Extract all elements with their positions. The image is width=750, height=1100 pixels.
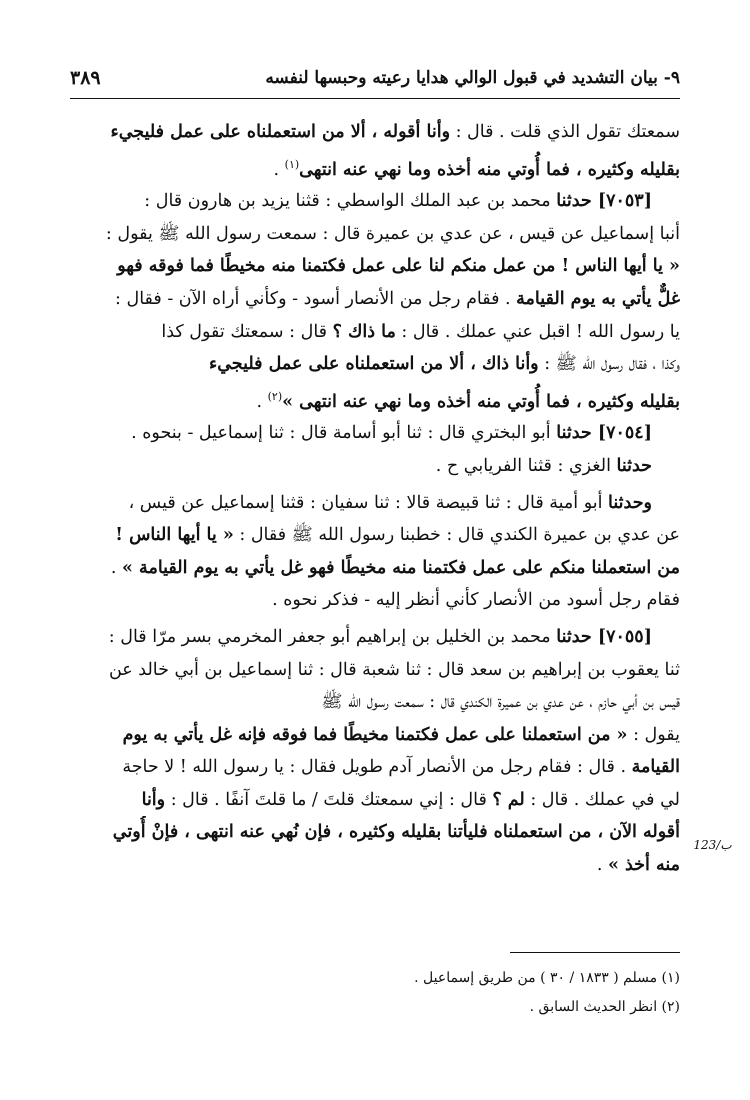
plain-text: . — [256, 391, 268, 412]
plain-text: لي في عملك . قال : — [524, 789, 680, 810]
plain-text: سمعتك تقول الذي قلت . قال : — [450, 122, 680, 142]
plain-text: الغزي : قثنا الفريابي ح . — [435, 455, 617, 476]
bold-text: [٧٠٥٤] حدثنا — [556, 423, 652, 444]
bold-text: منه أخذ » — [607, 855, 680, 876]
text-line — [70, 719, 680, 752]
page-number: ٣٨٩ — [70, 67, 101, 89]
plain-text: محمد بن عبد الملك الواسطي : قثنا يزيد بن هارون قال : — [144, 191, 557, 212]
bold-text: حدثنا — [616, 455, 652, 476]
text-line — [70, 654, 680, 687]
plain-text: . فقام رجل من الأنصار أسود - وكأني أراه الآن - فقال : — [115, 288, 517, 309]
plain-text: محمد بن الخليل بن إبراهيم أبو جعفر المخرمي بسر مرّا قال : — [108, 626, 557, 647]
text-line — [70, 450, 680, 483]
text-line — [70, 250, 680, 283]
footnote-divider — [510, 952, 680, 953]
text-line — [70, 751, 680, 784]
text-line — [70, 218, 680, 251]
page-header — [70, 58, 680, 99]
bold-text: وأنا أقوله ، ألا من استعملناه على عمل فليجيء — [110, 122, 451, 142]
bold-text: أقوله الآن ، من استعملناه فليأتنا بقليله وكثيره ، فإن نُهي عنه انتهى ، فإنْ أُوتي — [112, 822, 680, 843]
text-line — [70, 185, 680, 218]
bold-text: ما ذاك ؟ — [332, 321, 396, 342]
text-line — [70, 116, 680, 149]
plain-text: أنبا إسماعيل عن قيس ، عن عدي بن عميرة قال : سمعت رسول الله ﷺ يقول : — [105, 223, 680, 244]
bold-text: [٧٠٥٥] حدثنا — [556, 626, 652, 647]
plain-text: عن عدي بن عميرة الكندي قال : خطبنا رسول الله ﷺ فقال : — [233, 525, 680, 546]
text-line — [70, 149, 680, 182]
bold-text: « يا أيها الناس ! — [115, 525, 234, 546]
text-line — [70, 519, 680, 552]
plain-text: . — [110, 557, 123, 578]
plain-text: قال : سمعتك تقول كذا — [161, 321, 333, 342]
text-line — [70, 686, 680, 719]
text-line — [70, 316, 680, 349]
text-line — [70, 487, 680, 520]
bold-text: « من استعملنا على عمل فكتمنا مخيطًا فما فوقه فإنه غل يأتي به يوم — [122, 724, 628, 745]
bold-text: [٧٠٥٣] حدثنا — [556, 191, 652, 212]
bold-text: بقليله وكثيره ، فما أُوتي منه أخذه وما نهي عنه انتهى — [299, 159, 680, 180]
bold-text: وأنا ذاك ، ألا من استعملناه على عمل فليجيء — [208, 354, 539, 375]
plain-text: قيس بن أبي حازم ، عن عدي بن عميرة الكندي قال : سمعت رسول الله ﷺ — [321, 692, 680, 713]
text-line — [70, 621, 680, 654]
text-line — [70, 552, 680, 585]
plain-text: . — [273, 159, 285, 180]
plain-text: ثنا يعقوب بن إبراهيم بن سعد قال : ثنا شعبة قال : ثنا إسماعيل بن أبي خالد عن — [108, 659, 680, 680]
plain-text: قال : إني سمعتك قلتَ / ما قلتَ آنفًا . قال : — [165, 789, 493, 810]
bold-text: « يا أيها الناس ! من عمل منكم لنا على عمل فكتمنا منه مخيطًا فما فوقه فهو — [117, 256, 680, 277]
plain-text: . قال : فقام رجل من الأنصار آدم طويل فقال : يا رسول الله ! لا حاجة — [122, 757, 632, 778]
margin-folio-note: 123/ب — [693, 838, 732, 852]
text-line — [70, 816, 680, 849]
bold-text: القيامة — [631, 757, 680, 778]
text-line — [70, 784, 680, 817]
bold-text: بقليله وكثيره ، فما أُوتي منه أخذه وما نهي عنه انتهى » — [282, 391, 680, 412]
text-line — [70, 348, 680, 381]
running-title: ٩- بيان التشديد في قبول الوالي هدايا رعيته وحبسها لنفسه — [265, 68, 680, 88]
text-line — [70, 849, 680, 882]
plain-text: يقول : — [627, 724, 680, 745]
footnote-2: (٢) انظر الحديث السابق . — [529, 999, 680, 1015]
text-line — [70, 584, 680, 617]
bold-text: من استعملنا منكم على عمل فكتمنا منه مخيطًا فهو غل يأتي به يوم القيامة » — [122, 557, 680, 578]
body-text — [70, 116, 680, 882]
bold-text: غلٌّ يأتي به يوم القيامة — [516, 288, 680, 309]
plain-text: يا رسول الله ! اقبل عني عملك . قال : — [395, 321, 680, 342]
footnote-marker[interactable]: (١) — [284, 157, 300, 171]
bold-text: وحدثنا — [608, 492, 652, 513]
footnotes — [70, 964, 680, 1022]
text-line — [70, 381, 680, 414]
footnote-marker[interactable]: (٢) — [267, 389, 283, 403]
text-line — [70, 417, 680, 450]
bold-text: وأنا — [141, 789, 166, 810]
bold-text: لم ؟ — [492, 789, 525, 810]
plain-text: . — [596, 855, 608, 876]
plain-text: أبو أمية قال : ثنا قبيصة قالا : ثنا سفيان : قثنا إسماعيل عن قيس ، — [128, 492, 609, 513]
plain-text: أبو البختري قال : ثنا أبو أسامة قال : ثنا إسماعيل - بنحوه . — [131, 423, 557, 444]
plain-text: فقام رجل أسود من الأنصار كأني أنظر إليه - فذكر نحوه . — [272, 590, 680, 611]
plain-text: وكذا ، فقال رسول الله ﷺ : — [538, 354, 680, 375]
footnote-1: (١) مسلم ( ١٨٣٣ / ٣٠ ) من طريق إسماعيل . — [414, 970, 680, 986]
text-line — [70, 283, 680, 316]
